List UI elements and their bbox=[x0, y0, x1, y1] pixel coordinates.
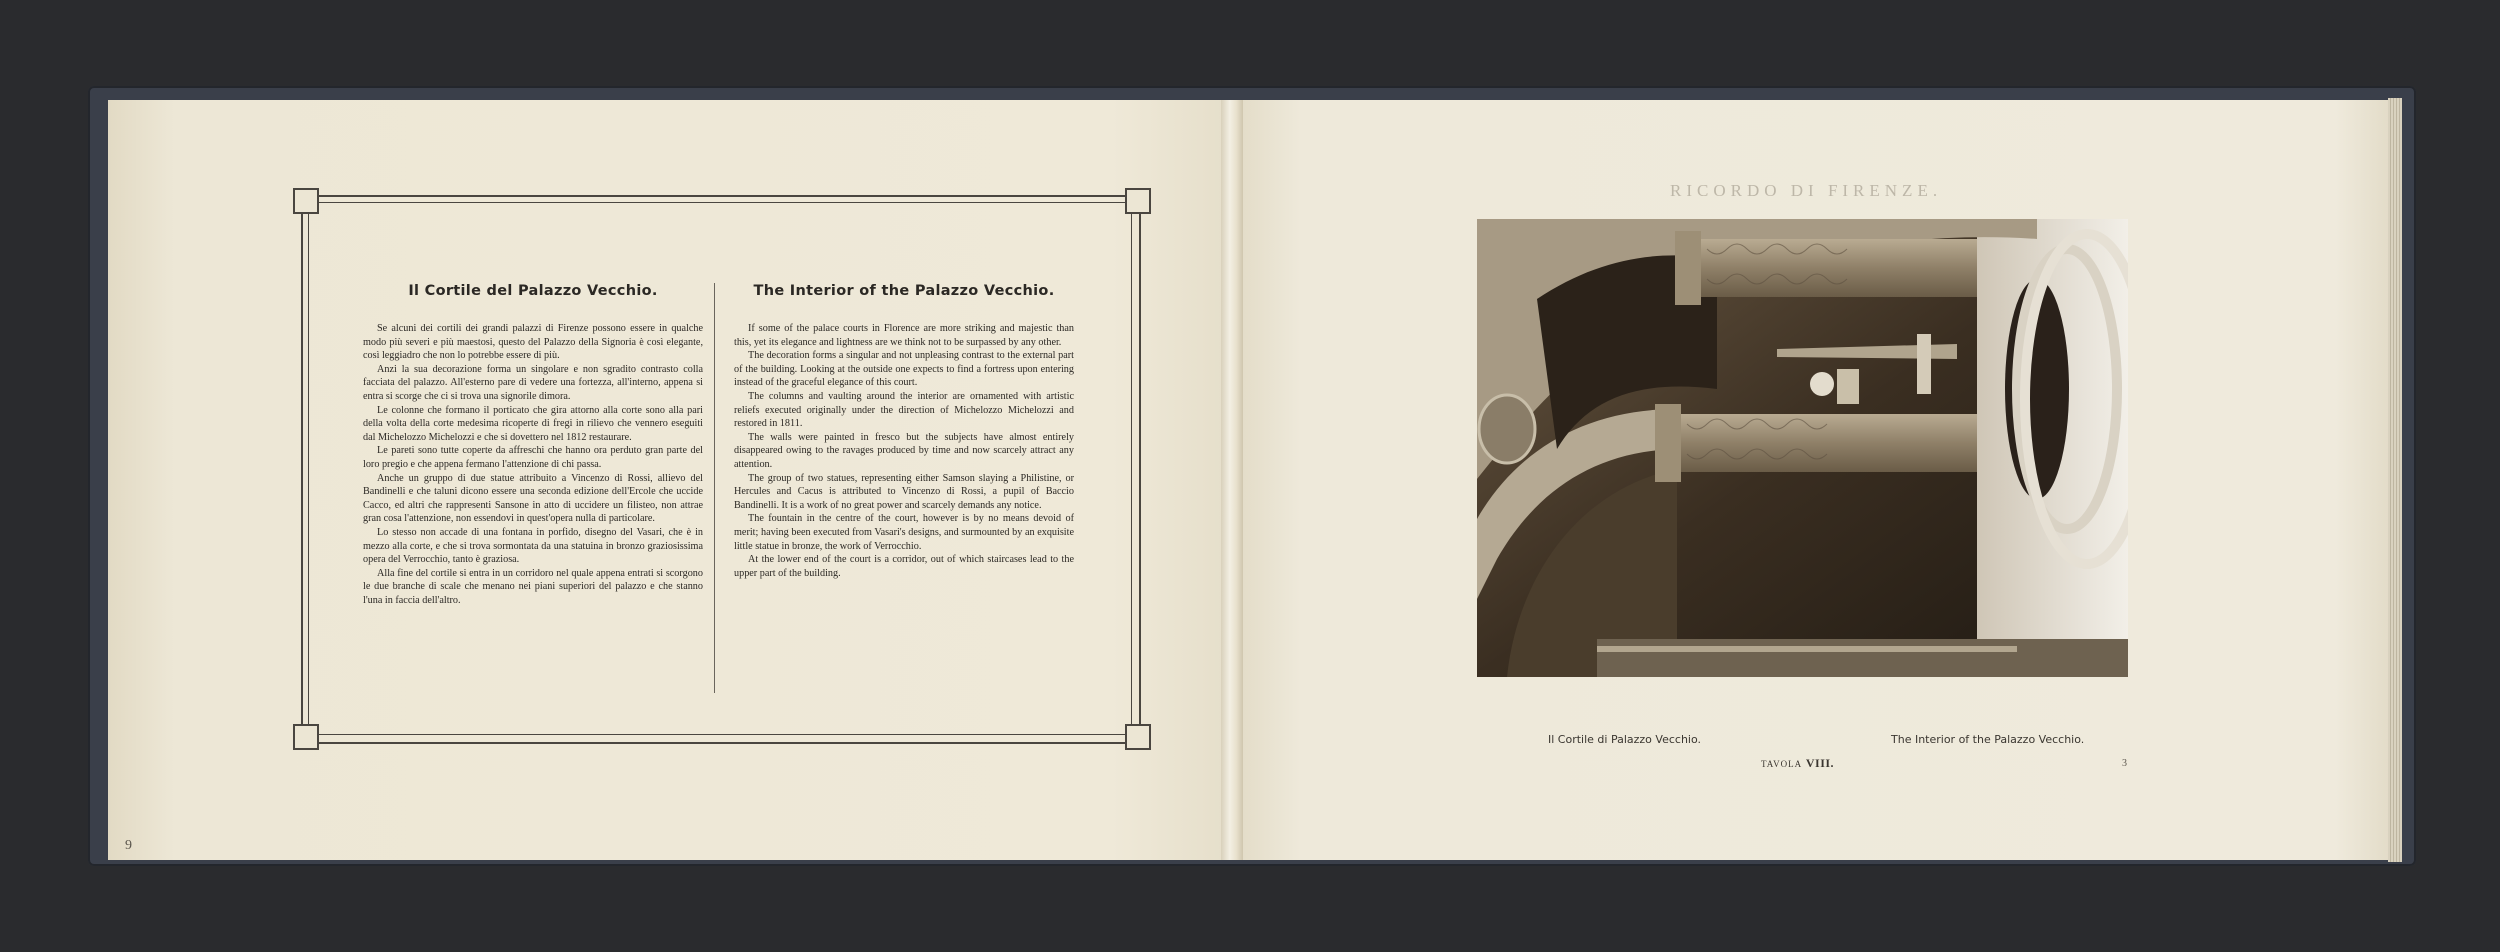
italian-paragraph: Le pareti sono tutte coperte da affreschi che hanno ora perduto gran parte del loro pregio e che appena fermano l'attenzione di chi passa. bbox=[363, 445, 703, 470]
english-paragraph: If some of the palace courts in Florence are more striking and majestic than this, yet its elegance and lightness are we think not to be surpassed by any other. bbox=[734, 323, 1074, 348]
plate-label bbox=[1761, 756, 1834, 771]
italian-column bbox=[363, 283, 703, 607]
italian-paragraph: Le colonne che formano il porticato che gira attorno alla corte sono alla pari della volta della corte medesima ricoperte di fregi in rilievo che vennero eseguiti dal Michelozzo Michelozzi e che si dovettero nel 1812 restaurare. bbox=[363, 404, 703, 443]
caption-english: The Interior of the Palazzo Vecchio. bbox=[1891, 733, 2085, 746]
plate-number: VIII. bbox=[1805, 756, 1835, 770]
italian-paragraph: Alla fine del cortile si entra in un corridoro nel quale appena entrati si scorgono le due branche di scale che menano nei piani superiori del palazzo e che stanno l'una in faccia dell'altro. bbox=[363, 567, 703, 606]
left-page bbox=[108, 100, 1223, 860]
frame-corner-ornament bbox=[293, 188, 319, 214]
courtyard-photograph bbox=[1477, 219, 2128, 677]
italian-body bbox=[363, 322, 703, 607]
english-paragraph: The columns and vaulting around the interior are ornamented with artistic reliefs executed originally under the direction of Michelozzo Michelozzi and restored in 1811. bbox=[734, 390, 1074, 430]
column-divider bbox=[714, 283, 715, 693]
english-column bbox=[734, 283, 1074, 580]
english-paragraph: The walls were painted in fresco but the subjects have almost entirely disappeared owing to the ravages produced by time and now scarcely attract any attention. bbox=[734, 431, 1074, 470]
page-edges bbox=[2388, 98, 2402, 862]
page-header: RICORDO DI FIRENZE. bbox=[1670, 181, 1943, 200]
english-title: The Interior of the Palazzo Vecchio. bbox=[753, 283, 1055, 299]
english-paragraph: The group of two statues, representing either Samson slaying a Philistine, or Hercules and Cacus is attributed to Vincenzo di Rossi, a pupil of Baccio Bandinelli. It is a work of no great power and scarcely demands any notice. bbox=[734, 472, 1074, 511]
italian-title: Il Cortile del Palazzo Vecchio. bbox=[408, 283, 658, 299]
frame-corner-ornament bbox=[1125, 724, 1151, 750]
frame-corner-ornament bbox=[1125, 188, 1151, 214]
page-number: 3 bbox=[2122, 758, 2127, 769]
english-paragraph: At the lower end of the court is a corridor, out of which staircases lead to the upper part of the building. bbox=[734, 554, 1074, 579]
english-paragraph: The decoration forms a singular and not unpleasing contrast to the external part of the building. Looking at the outside one expects to find a fortress upon entering instead of the graceful elegance of this court. bbox=[734, 350, 1074, 389]
english-body bbox=[734, 322, 1074, 580]
italian-paragraph: Anche un gruppo di due statue attribuito a Vincenzo di Rossi, allievo del Bandinelli e che taluni dicono essere una seconda edizione dell'Ercole che uccide Cacco, ed altri che rappresenti Sansone in atto di uccidere un filisteo, non attrae gran cosa l'attenzione, non essendovi in quest'opera nulla di particolare. bbox=[363, 472, 703, 525]
caption-italian: Il Cortile di Palazzo Vecchio. bbox=[1548, 733, 1702, 746]
frame-corner-ornament bbox=[293, 724, 319, 750]
italian-paragraph: Anzi la sua decorazione forma un singolare e non sgradito contrasto colla facciata del palazzo. All'esterno pare di vedere una fortezza, all'interno, appena si entra si scorge che ci si trova una signorile dimora. bbox=[363, 363, 703, 402]
italian-paragraph: Lo stesso non accade di una fontana in porfido, disegno del Vasari, che è in mezzo alla corte, e che si trova sormontata da una statuina in bronzo graziosissima opera del Verrocchio, tanto è graziosa. bbox=[363, 526, 703, 566]
plate-label-word: TAVOLA bbox=[1761, 759, 1803, 769]
english-paragraph: The fountain in the centre of the court, however is by no means devoid of merit; having been executed from Vasari's designs, and surmounted by an exquisite little statue in bronze, the work of Verrocchio. bbox=[734, 513, 1074, 552]
italian-paragraph: Se alcuni dei cortili dei grandi palazzi di Firenze possono essere in qualche modo più severi e più maestosi, questo del Palazzo della Signoria è così elegante, così leggiadro che non lo potrebbe essere di più. bbox=[363, 323, 703, 362]
folio-mark: 9 bbox=[125, 838, 132, 853]
book-gutter bbox=[1221, 100, 1243, 860]
